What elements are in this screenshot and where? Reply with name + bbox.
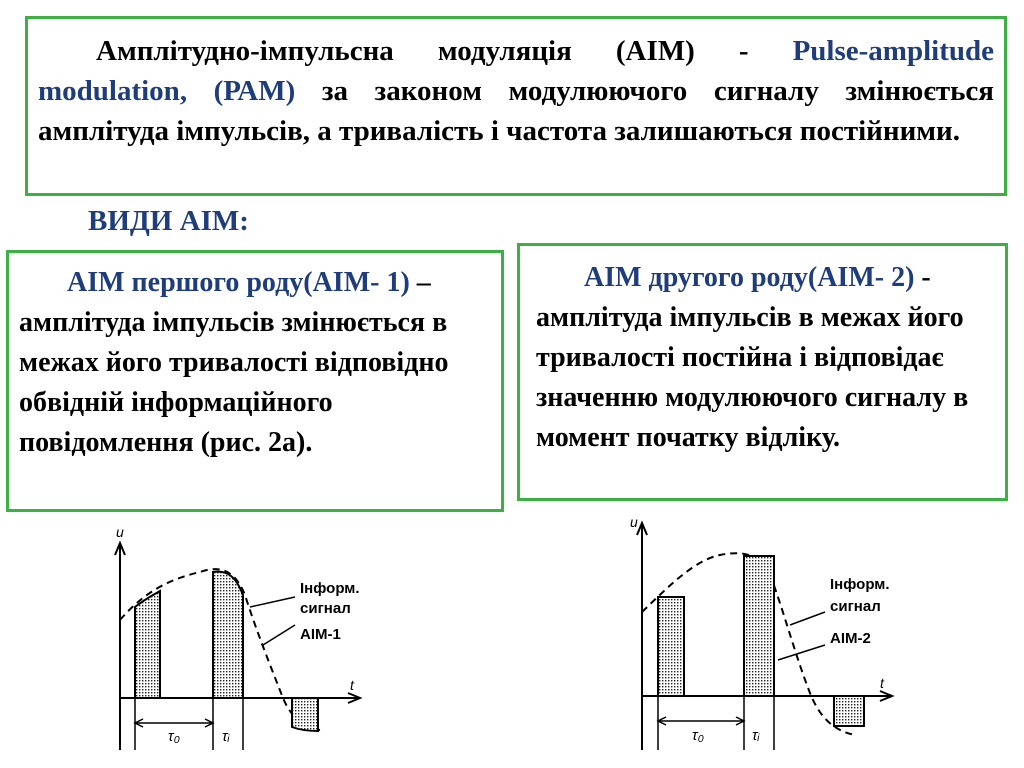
aim2-figure (620, 515, 1020, 768)
aim1-tau0-label: τ₀ (168, 728, 180, 745)
aim2-pulse-2 (744, 556, 774, 696)
aim1-t-label: t (350, 677, 354, 693)
definition-box (25, 16, 1007, 196)
aim1-pulse-2 (213, 572, 243, 698)
aim2-legend-aim: АІМ-2 (830, 630, 871, 647)
aim1-legend-pointers (250, 597, 295, 645)
aim1-pulse-3 (292, 698, 318, 731)
aim2-heading: АІМ другого роду(АІМ- 2) (584, 262, 915, 293)
aim1-heading: АІМ першого роду(АІМ- 1) (67, 267, 410, 298)
aim2-taui-label: τᵢ (752, 727, 760, 744)
aim2-legend-info: Інформ. (830, 576, 890, 593)
aim2-t-label: t (880, 675, 884, 691)
aim1-description: – амплітуда імпульсів змінюється в межах його тривалості відповідно обвідній інформаційного повідомлення (рис. 2а). (19, 267, 449, 458)
aim2-legend-signal: сигнал (830, 598, 881, 615)
aim2-box (517, 243, 1008, 501)
kinds-title: ВИДИ АІМ: (88, 205, 249, 237)
aim1-pulse-1 (135, 591, 160, 698)
definition-english-term: Pulse-amplitude modulation, (38, 35, 994, 107)
aim2-pulse-3 (834, 696, 864, 726)
aim1-legend-signal: сигнал (300, 600, 351, 617)
aim2-description: амплітуда імпульсів в межах його тривалості постійна і відповідає значенню модулюючого сигналу в момент початку відліку. (536, 302, 969, 453)
aim1-box (6, 250, 504, 512)
aim1-u-label: u (116, 524, 124, 540)
aim2-legend-pointers (778, 612, 825, 660)
aim2-u-label: u (630, 515, 638, 530)
aim1-taui-label: τᵢ (222, 728, 230, 745)
aim1-legend-info: Інформ. (300, 580, 360, 597)
aim2-pulse-1 (658, 597, 684, 696)
definition-text-part2: за законом модулюючого сигналу змінюється амплітуда імпульсів, а тривалість і частота залишаються постійними. (38, 75, 994, 147)
definition-text-part1: Амплітудно-імпульсна модуляція (АІМ) - (96, 35, 793, 67)
aim2-tau0-label: τ₀ (692, 727, 704, 744)
aim1-legend-aim: АІМ-1 (300, 626, 341, 643)
aim1-figure (100, 515, 500, 768)
definition-abbreviation: (РАМ) (187, 75, 322, 107)
aim2-dash: - (914, 262, 931, 293)
